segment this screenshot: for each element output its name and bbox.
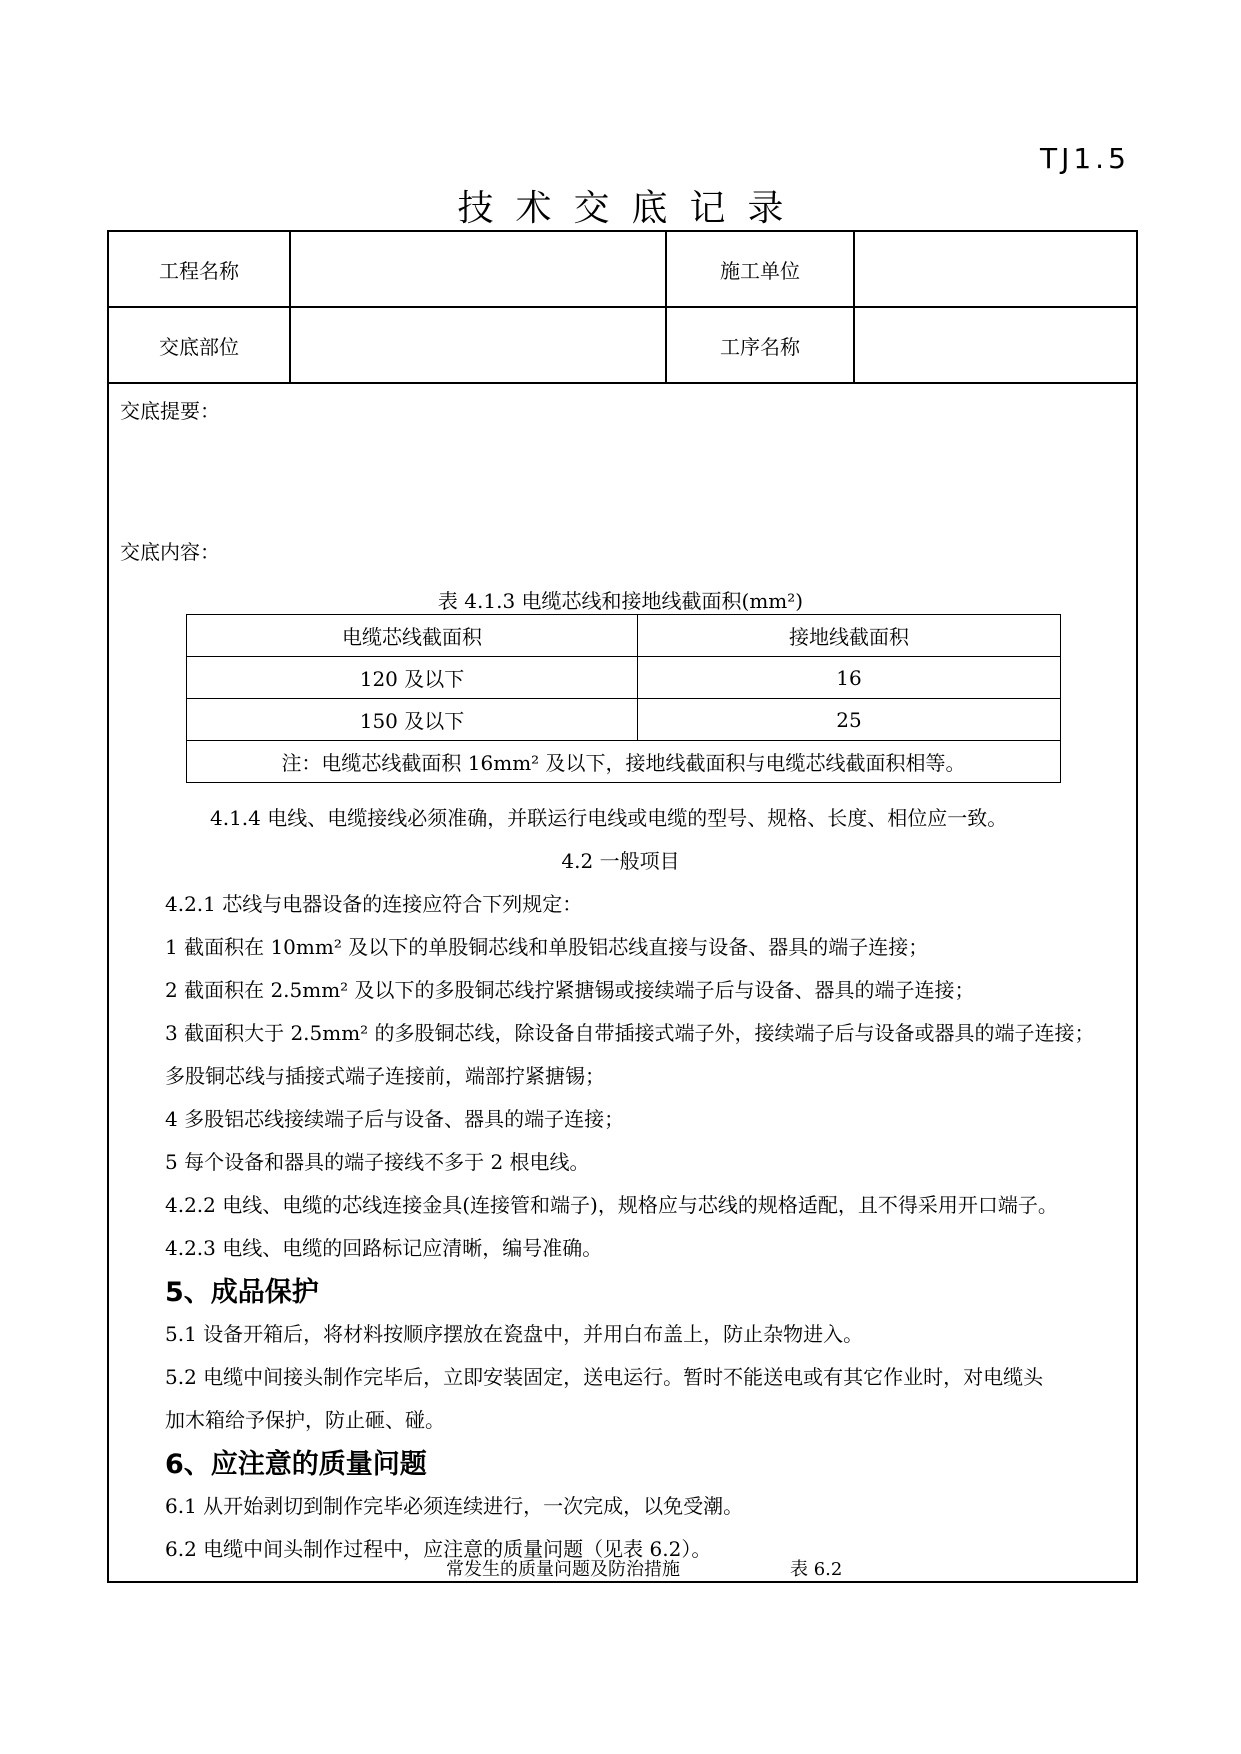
table-note: 注：电缆芯线截面积 16mm² 及以下，接地线截面积与电缆芯线截面积相等。 bbox=[187, 741, 1061, 783]
para-4-2-2: 4.2.2 电线、电缆的芯线连接金具(连接管和端子)，规格应与芯线的规格适配，且不得采用开口端子。 bbox=[165, 1193, 1058, 1217]
para-5-2-continued: 加木箱给予保护，防止砸、碰。 bbox=[165, 1408, 445, 1432]
table-cell: 150 及以下 bbox=[187, 699, 638, 741]
list-item-2: 2 截面积在 2.5mm² 及以下的多股铜芯线拧紧搪锡或接续端子后与设备、器具的端子连接； bbox=[165, 978, 975, 1002]
section-4-2-heading: 4.2 一般项目 bbox=[561, 849, 680, 873]
summary-label: 交底提要： bbox=[120, 399, 220, 423]
project-name-field[interactable] bbox=[291, 232, 667, 306]
para-6-2: 6.2 电缆中间头制作过程中，应注意的质量问题（见表 6.2）。 bbox=[165, 1537, 712, 1561]
table-cell: 120 及以下 bbox=[187, 657, 638, 699]
process-label: 工序名称 bbox=[667, 308, 855, 382]
table-413 bbox=[186, 614, 1061, 783]
location-field[interactable] bbox=[291, 308, 667, 382]
para-5-1: 5.1 设备开箱后，将材料按顺序摆放在瓷盘中，并用白布盖上，防止杂物进入。 bbox=[165, 1322, 864, 1346]
contractor-label: 施工单位 bbox=[667, 232, 855, 306]
para-6-1: 6.1 从开始剥切到制作完毕必须连续进行，一次完成，以免受潮。 bbox=[165, 1494, 744, 1518]
location-label: 交底部位 bbox=[109, 308, 291, 382]
content-label: 交底内容： bbox=[120, 540, 220, 564]
table-note-row bbox=[187, 741, 1061, 783]
table-header-cell: 接地线截面积 bbox=[638, 615, 1061, 657]
header-row-2 bbox=[109, 308, 1136, 384]
contractor-field[interactable] bbox=[855, 232, 1136, 306]
section-5-heading: 5、成品保护 bbox=[165, 1277, 319, 1308]
table-413-caption: 表 4.1.3 电缆芯线和接地线截面积(mm²) bbox=[437, 589, 804, 613]
list-item-5: 5 每个设备和器具的端子接线不多于 2 根电线。 bbox=[165, 1150, 590, 1174]
process-field[interactable] bbox=[855, 308, 1136, 382]
table-header-cell: 电缆芯线截面积 bbox=[187, 615, 638, 657]
table-row bbox=[187, 657, 1061, 699]
para-5-2: 5.2 电缆中间接头制作完毕后，立即安装固定，送电运行。暂时不能送电或有其它作业时，对电缆头 bbox=[165, 1365, 1044, 1389]
table-cell: 16 bbox=[638, 657, 1061, 699]
list-item-3-continued: 多股铜芯线与插接式端子连接前，端部拧紧搪锡； bbox=[165, 1064, 605, 1088]
document-code: TJ1.5 bbox=[1040, 142, 1130, 175]
document-title: 技术交底记录 bbox=[457, 188, 806, 229]
list-item-4: 4 多股铝芯线接续端子后与设备、器具的端子连接； bbox=[165, 1107, 625, 1131]
table-row bbox=[187, 699, 1061, 741]
table-6-2-caption: 常发生的质量问题及防治措施 bbox=[446, 1559, 680, 1580]
para-4-2-1: 4.2.1 芯线与电器设备的连接应符合下列规定： bbox=[165, 892, 583, 916]
header-row-1 bbox=[109, 232, 1136, 308]
list-item-3: 3 截面积大于 2.5mm² 的多股铜芯线，除设备自带插接式端子外，接续端子后与设备或器具的端子连接； bbox=[165, 1021, 1095, 1045]
list-item-1: 1 截面积在 10mm² 及以下的单股铜芯线和单股铝芯线直接与设备、器具的端子连接； bbox=[165, 935, 929, 959]
para-4-2-3: 4.2.3 电线、电缆的回路标记应清晰，编号准确。 bbox=[165, 1236, 603, 1260]
para-4-1-4: 4.1.4 电线、电缆接线必须准确，并联运行电线或电缆的型号、规格、长度、相位应一致。 bbox=[210, 806, 1008, 830]
project-name-label: 工程名称 bbox=[109, 232, 291, 306]
table-6-2-number: 表 6.2 bbox=[790, 1559, 843, 1580]
table-cell: 25 bbox=[638, 699, 1061, 741]
section-6-heading: 6、应注意的质量问题 bbox=[165, 1449, 427, 1480]
table-header-row bbox=[187, 615, 1061, 657]
